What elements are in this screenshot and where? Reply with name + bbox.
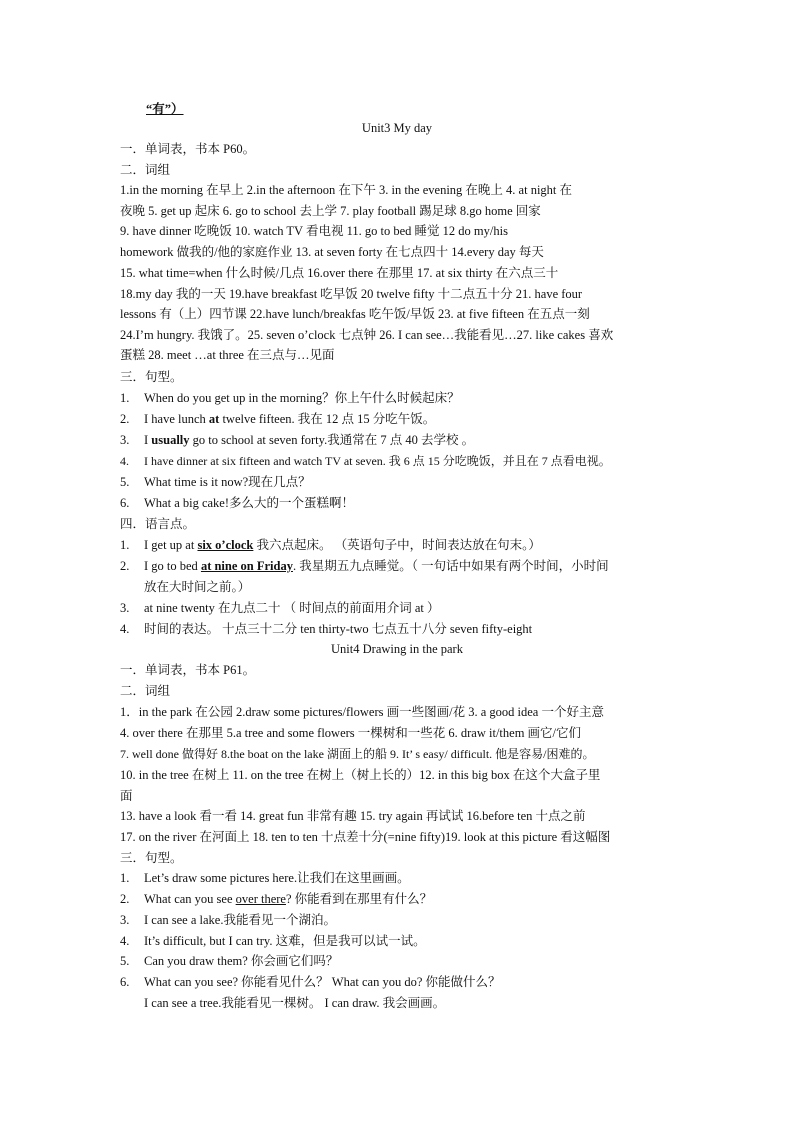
unit4-section-phrases: 二．词组 xyxy=(120,684,171,698)
unit4-phrase-line: 面 xyxy=(120,789,133,803)
unit3-phrase-line: 15. what time=when 什么时候/几点 16.over there 在那里 17. at six thirty 在六点三十 xyxy=(120,266,559,280)
unit4-phrase-line: 7. well done 做得好 8.the boat on the lake 湖面上的船 9. It’ s easy/ difficult. 他是容易/困难的。 xyxy=(120,747,595,761)
unit3-phrase-line: lessons 有（上）四节课 22.have lunch/breakfas 吃午饭/早饭 23. at five fifteen 在五点一刻 xyxy=(120,307,590,321)
unit4-title: Unit4 Drawing in the park xyxy=(331,642,463,656)
language-point: 2. I go to bed at nine on Friday. 我星期五九点睡觉。（ 一句话中如果有两个时间，小时间 xyxy=(120,559,609,573)
unit4-phrase-line: 1．in the park 在公园 2.draw some pictures/flowers 画一些图画/花 3. a good idea 一个好主意 xyxy=(120,705,604,719)
unit4-phrase-line: 10. in the tree 在树上 11. on the tree 在树上（树上长的）12. in this big box 在这个大盒子里 xyxy=(120,768,601,782)
language-point: 1. I get up at six o’clock 我六点起床。 （英语句子中，时间表达放在句末。） xyxy=(120,538,541,552)
sentence-item-continued: I can see a tree.我能看见一棵树。 I can draw. 我会画画。 xyxy=(144,996,446,1010)
unit3-phrase-line: 18.my day 我的一天 19.have breakfast 吃早饭 20 twelve fifty 十二点五十分 21. have four xyxy=(120,287,583,301)
unit3-phrase-line: 夜晚 5. get up 起床 6. go to school 去上学 7. play football 踢足球 8.go home 回家 xyxy=(120,204,541,218)
language-point-continued: 放在大时间之前。） xyxy=(144,580,251,594)
sentence-item: 6. What a big cake!多么大的一个蛋糕啊！ xyxy=(120,496,355,510)
unit4-section-sentences: 三．句型。 xyxy=(120,851,183,865)
language-point: 4. 时间的表达。 十点三十二分 ten thirty-two 七点五十八分 seven fifty-eight xyxy=(120,622,533,636)
sentence-item: 1. When do you get up in the morning？你上午什么时候起床？ xyxy=(120,391,460,405)
unit3-section-points: 四．语言点。 xyxy=(120,517,196,531)
sentence-item: 1. Let’s draw some pictures here.让我们在这里画画。 xyxy=(120,871,410,885)
language-point: 3. at nine twenty 在九点二十 （ 时间点的前面用介词 at ） xyxy=(120,601,440,615)
unit3-title: Unit3 My day xyxy=(361,121,433,135)
unit3-section-phrases: 二．词组 xyxy=(120,163,171,177)
sentence-item: 3. I usually go to school at seven forty.我通常在 7 点 40 去学校 。 xyxy=(120,433,475,447)
sentence-item: 2. I have lunch at twelve fifteen. 我在 12 点 15 分吃午饭。 xyxy=(120,412,436,426)
unit4-phrase-line: 13. have a look 看一看 14. great fun 非常有趣 15. try again 再试试 16.before ten 十点之前 xyxy=(120,809,586,823)
unit4-section-vocab: 一．单词表，书本 P61。 xyxy=(120,663,256,677)
unit3-phrase-line: 1.in the morning 在早上 2.in the afternoon 在下午 3. in the evening 在晚上 4. at night 在 xyxy=(120,183,573,197)
sentence-item: 4. It’s difficult, but I can try. 这难，但是我可以试一试。 xyxy=(120,934,426,948)
sentence-item: 2. What can you see over there? 你能看到在那里有什么？ xyxy=(120,892,433,906)
unit3-phrase-line: 24.I’m hungry. 我饿了。25. seven o’clock 七点钟 26. I can see…我能看见…27. like cakes 喜欢 xyxy=(120,328,614,342)
unit3-section-sentences: 三．句型。 xyxy=(120,370,183,384)
unit4-phrase-line: 17. on the river 在河面上 18. ten to ten 十点差十分(=nine fifty)19. look at this picture 看这幅图 xyxy=(120,830,611,844)
sentence-item: 5. What time is it now?现在几点？ xyxy=(120,475,311,489)
unit4-phrase-line: 4. over there 在那里 5.a tree and some flowers 一棵树和一些花 6. draw it/them 画它/它们 xyxy=(120,726,582,740)
unit3-phrase-line: 蛋糕 28. meet …at three 在三点与…见面 xyxy=(120,348,335,362)
unit3-phrase-line: homework 做我的/他的家庭作业 13. at seven forty 在七点四十 14.every day 每天 xyxy=(120,245,544,259)
header-fragment: “有”） xyxy=(146,102,184,116)
sentence-item: 4. I have dinner at six fifteen and watch TV at seven. 我 6 点 15 分吃晚饭，并且在 7 点看电视。 xyxy=(120,454,611,468)
unit3-section-vocab: 一．单词表，书本 P60。 xyxy=(120,142,256,156)
sentence-item: 5. Can you draw them? 你会画它们吗？ xyxy=(120,954,339,968)
sentence-item: 6. What can you see? 你能看见什么？ What can you do? 你能做什么？ xyxy=(120,975,501,989)
unit3-phrase-line: 9. have dinner 吃晚饭 10. watch TV 看电视 11. go to bed 睡觉 12 do my/his xyxy=(120,224,508,238)
sentence-item: 3. I can see a lake.我能看见一个湖泊。 xyxy=(120,913,336,927)
